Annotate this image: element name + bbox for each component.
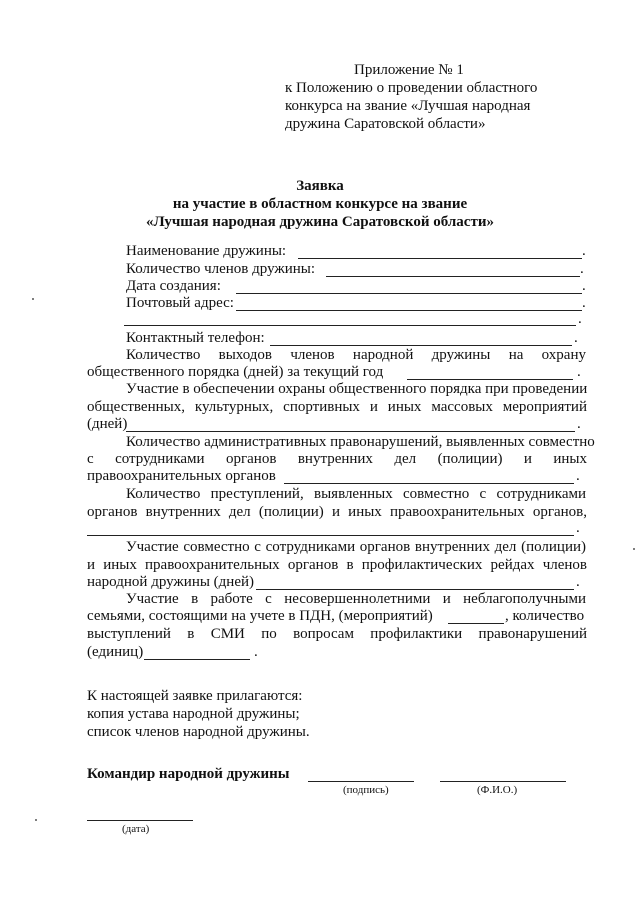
field-name-line <box>298 258 582 259</box>
commander-label: Командир народной дружины <box>87 766 290 782</box>
field-address-line <box>236 310 582 311</box>
para-families-line-1: Участие в работе с несовершеннолетними и неблагополучными <box>126 591 586 607</box>
field-phone-line <box>270 345 572 346</box>
para-admin-line-2: с сотрудниками органов внутренних дел (полиции) и иных <box>87 451 587 467</box>
para-events-period: . <box>577 416 581 432</box>
attachments-item-2: список членов народной дружины. <box>87 724 310 740</box>
fio-line <box>440 781 566 782</box>
para-events-line-3: (дней) <box>87 416 128 432</box>
para-raids-line-1: Участие совместно с сотрудниками органов внутренних дел (полиции) <box>126 539 586 555</box>
para-families-line-4: (единиц) <box>87 644 144 660</box>
para-events-line-1: Участие в обеспечении охраны общественного порядка при проведении <box>126 381 588 397</box>
date-caption: (дата) <box>122 823 150 835</box>
para-admin-line <box>284 483 574 484</box>
para-exits-period: . <box>577 364 581 380</box>
document-title: Заявка <box>296 178 344 194</box>
para-families-period: . <box>254 644 258 660</box>
attachments-item-1: копия устава народной дружины; <box>87 706 300 722</box>
para-admin-line-1: Количество административных правонарушений, выявленных совместно <box>126 434 595 450</box>
field-address-period: . <box>582 295 586 311</box>
field-address-label: Почтовый адрес: <box>126 295 234 311</box>
para-families-events-line <box>448 623 504 624</box>
field-created-label: Дата создания: <box>126 278 221 294</box>
field-address-line-2 <box>124 325 576 326</box>
document-subtitle-contest: «Лучшая народная дружина Саратовской области» <box>146 214 494 230</box>
signature-line <box>308 781 414 782</box>
document-subtitle: на участие в областном конкурсе на звание <box>172 196 468 212</box>
para-raids-line <box>256 589 574 590</box>
appendix-line-1: к Положению о проведении областного <box>285 80 538 96</box>
para-raids-line-3: народной дружины (дней) <box>87 574 255 590</box>
signature-caption: (подпись) <box>343 784 389 796</box>
para-events-line <box>126 431 575 432</box>
para-admin-line-3: правоохранительных органов <box>87 468 276 484</box>
para-families-line-2b: , количество <box>505 608 585 624</box>
field-members-line <box>326 276 580 277</box>
field-address-period-2: . <box>578 311 582 327</box>
para-raids-line-2: и иных правоохранительных органов в профилактических рейдах членов <box>87 557 587 573</box>
appendix-line-2: конкурса на звание «Лучшая народная <box>285 98 531 114</box>
scan-speck <box>633 548 635 550</box>
field-phone-label: Контактный телефон: <box>126 330 265 346</box>
para-events-line-2: общественных, культурных, спортивных и иных массовых мероприятий <box>87 399 587 415</box>
field-members-period: . <box>580 261 584 277</box>
fio-caption: (Ф.И.О.) <box>477 784 518 796</box>
date-line <box>87 820 193 821</box>
para-families-line-3: выступлений в СМИ по вопросам профилактики правонарушений <box>87 626 587 642</box>
field-created-period: . <box>582 278 586 294</box>
field-members-label: Количество членов дружины: <box>126 261 316 277</box>
field-name-label: Наименование дружины: <box>126 243 287 259</box>
scan-speck <box>32 298 34 300</box>
para-exits-line <box>407 379 573 380</box>
para-exits-line-2: общественного порядка (дней) за текущий год <box>87 364 384 380</box>
para-crimes-line <box>87 535 574 536</box>
field-created-line <box>236 293 582 294</box>
para-exits-line-1: Количество выходов членов народной дружины на охрану <box>126 347 586 363</box>
field-name-period: . <box>582 243 586 259</box>
appendix-line-3: дружина Саратовской области» <box>285 116 486 132</box>
para-raids-period: . <box>576 574 580 590</box>
appendix-title: Приложение № 1 <box>354 62 464 78</box>
para-families-line-2a: семьями, состоящими на учете в ПДН, (мероприятий) <box>87 608 433 624</box>
para-crimes-period: . <box>576 520 580 536</box>
para-crimes-line-1: Количество преступлений, выявленных совместно с сотрудниками <box>126 486 586 502</box>
para-families-units-line <box>144 659 250 660</box>
para-crimes-line-2: органов внутренних дел (полиции) и иных правоохранительных органов, <box>87 504 587 520</box>
para-admin-period: . <box>576 468 580 484</box>
scan-speck <box>35 819 37 821</box>
field-phone-period: . <box>574 330 578 346</box>
attachments-intro: К настоящей заявке прилагаются: <box>87 688 303 704</box>
